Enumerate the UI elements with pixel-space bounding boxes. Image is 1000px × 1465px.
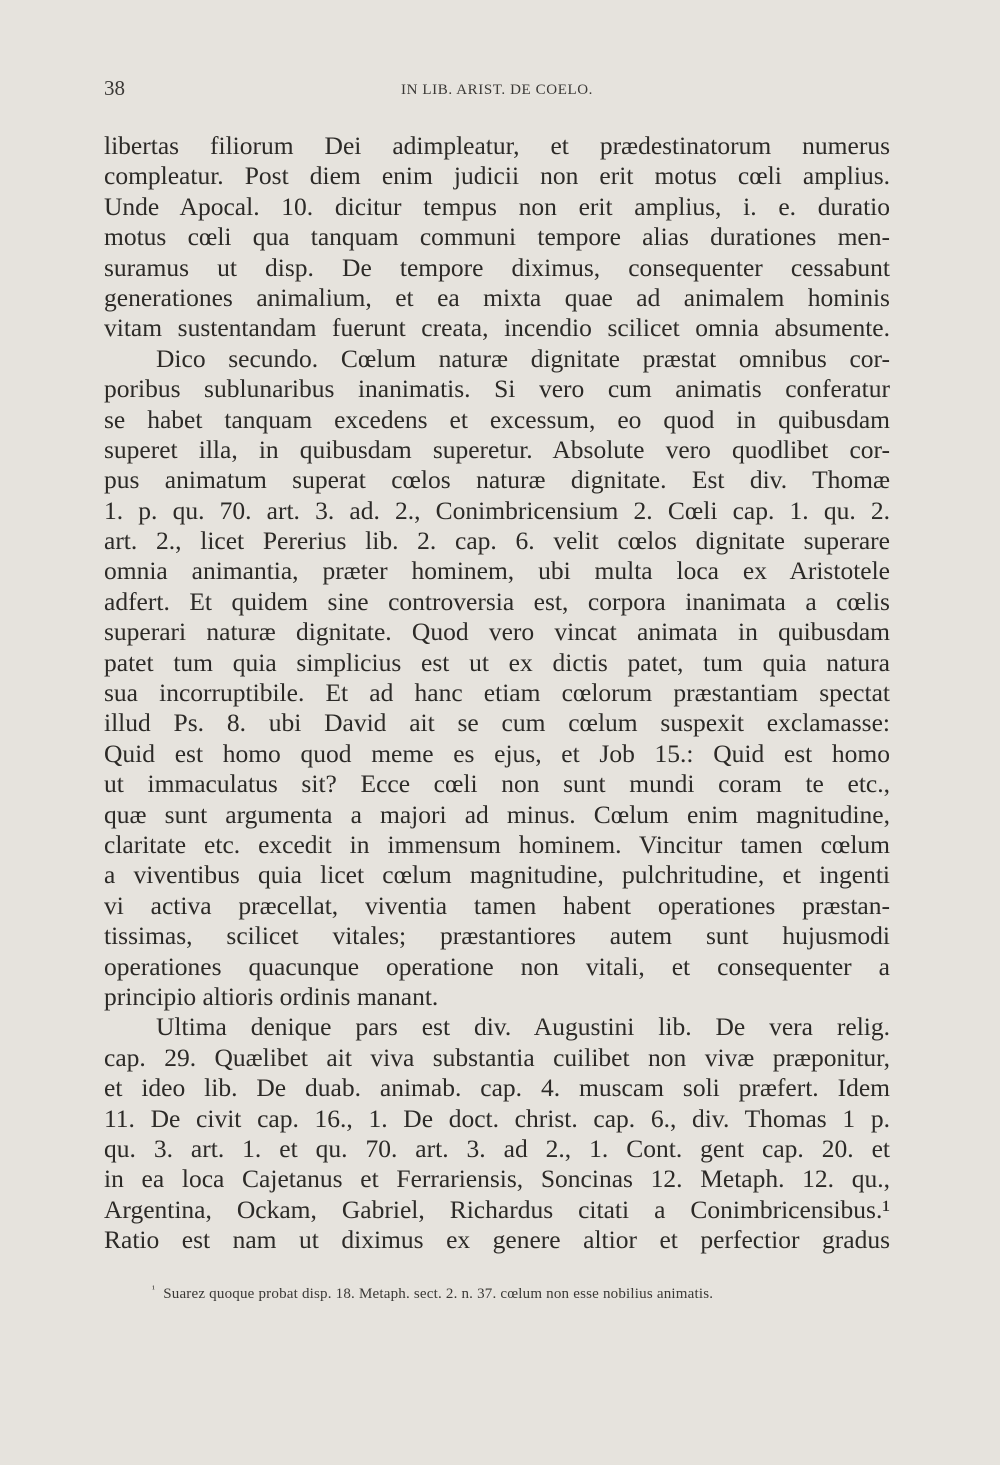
- text-line: superari naturæ dignitate. Quod vero vincat animata in quibusdam: [104, 617, 890, 647]
- text-line: vi activa præcellat, viventia tamen habent operationes præstan-: [104, 890, 890, 920]
- text-line: Argentina, Ockam, Gabriel, Richardus citati a Conimbricensibus.¹: [104, 1194, 890, 1224]
- text-line: suramus ut disp. De tempore diximus, consequenter cessabunt: [104, 252, 890, 282]
- text-line: cap. 29. Quælibet ait viva substantia cuilibet non vivæ præponitur,: [104, 1042, 890, 1072]
- footnote-text: Suarez quoque probat disp. 18. Metaph. sect. 2. n. 37. cœlum non esse nobilius animatis.: [163, 1286, 714, 1302]
- text-line: illud Ps. 8. ubi David ait se cum cœlum suspexit exclamasse:: [104, 708, 890, 738]
- text-line: omnia animantia, præter hominem, ubi multa loca ex Aristotele: [104, 556, 890, 586]
- text-line: Ratio est nam ut diximus ex genere altior et perfectior gradus: [104, 1225, 890, 1255]
- running-head: IN LIB. ARIST. DE COELO.: [400, 82, 594, 98]
- text-line: adfert. Et quidem sine controversia est, corpora inanimata a cœlis: [104, 586, 890, 616]
- text-line: ut immaculatus sit? Ecce cœli non sunt mundi coram te etc.,: [104, 769, 890, 799]
- body-text: [104, 131, 890, 1255]
- text-line: compleatur. Post diem enim judicii non erit motus cœli amplius.: [104, 161, 890, 191]
- text-line: 1. p. qu. 70. art. 3. ad. 2., Conimbricensium 2. Cœli cap. 1. qu. 2.: [104, 495, 890, 525]
- text-line: Dico secundo. Cœlum naturæ dignitate præstat omnibus cor-: [156, 343, 890, 373]
- text-line: et ideo lib. De duab. animab. cap. 4. muscam soli præfert. Idem: [104, 1073, 890, 1103]
- text-line: operationes quacunque operatione non vitali, et consequenter a: [104, 951, 890, 981]
- text-line: generationes animalium, et ea mixta quae ad animalem hominis: [104, 282, 890, 312]
- text-line: poribus sublunaribus inanimatis. Si vero cum animatis conferatur: [104, 374, 890, 404]
- text-line: pus animatum superat cœlos naturæ dignitate. Est div. Thomæ: [104, 465, 890, 495]
- page-number: 38: [104, 76, 125, 100]
- page-header: [104, 74, 890, 108]
- text-line: art. 2., licet Pererius lib. 2. cap. 6. velit cœlos dignitate superare: [104, 526, 890, 556]
- text-line: se habet tanquam excedens et excessum, eo quod in quibusdam: [104, 404, 890, 434]
- text-line: 11. De civit cap. 16., 1. De doct. christ. cap. 6., div. Thomas 1 p.: [104, 1103, 890, 1133]
- text-line: vitam sustentandam fuerunt creata, incendio scilicet omnia absumente.: [104, 313, 890, 343]
- text-line: qu. 3. art. 1. et qu. 70. art. 3. ad 2., 1. Cont. gent cap. 20. et: [104, 1133, 890, 1163]
- text-line: tissimas, scilicet vitales; præstantiores autem sunt hujusmodi: [104, 921, 890, 951]
- text-line: in ea loca Cajetanus et Ferrariensis, Soncinas 12. Metaph. 12. qu.,: [104, 1164, 890, 1194]
- text-line: principio altioris ordinis manant.: [104, 981, 439, 1011]
- text-line: a viventibus quia licet cœlum magnitudine, pulchritudine, et ingenti: [104, 860, 890, 890]
- text-line: Quid est homo quod meme es ejus, et Job 15.: Quid est homo: [104, 738, 890, 768]
- text-line: claritate etc. excedit in immensum hominem. Vincitur tamen cœlum: [104, 829, 890, 859]
- text-line: Ultima denique pars est div. Augustini lib. De vera relig.: [156, 1012, 890, 1042]
- text-line: sua incorruptibile. Et ad hanc etiam cœlorum præstantiam spectat: [104, 678, 890, 708]
- text-line: superet illa, in quibusdam superetur. Absolute vero quodlibet cor-: [104, 434, 890, 464]
- footnote: [152, 1284, 890, 1303]
- text-line: Unde Apocal. 10. dicitur tempus non erit amplius, i. e. duratio: [104, 191, 890, 221]
- text-line: motus cœli qua tanquam communi tempore alias durationes men-: [104, 222, 890, 252]
- footnote-marker: ¹: [152, 1284, 156, 1295]
- text-line: patet tum quia simplicius est ut ex dictis patet, tum quia natura: [104, 647, 890, 677]
- text-line: libertas filiorum Dei adimpleatur, et prædestinatorum numerus: [104, 131, 890, 160]
- text-line: quæ sunt argumenta a majori ad minus. Cœlum enim magnitudine,: [104, 799, 890, 829]
